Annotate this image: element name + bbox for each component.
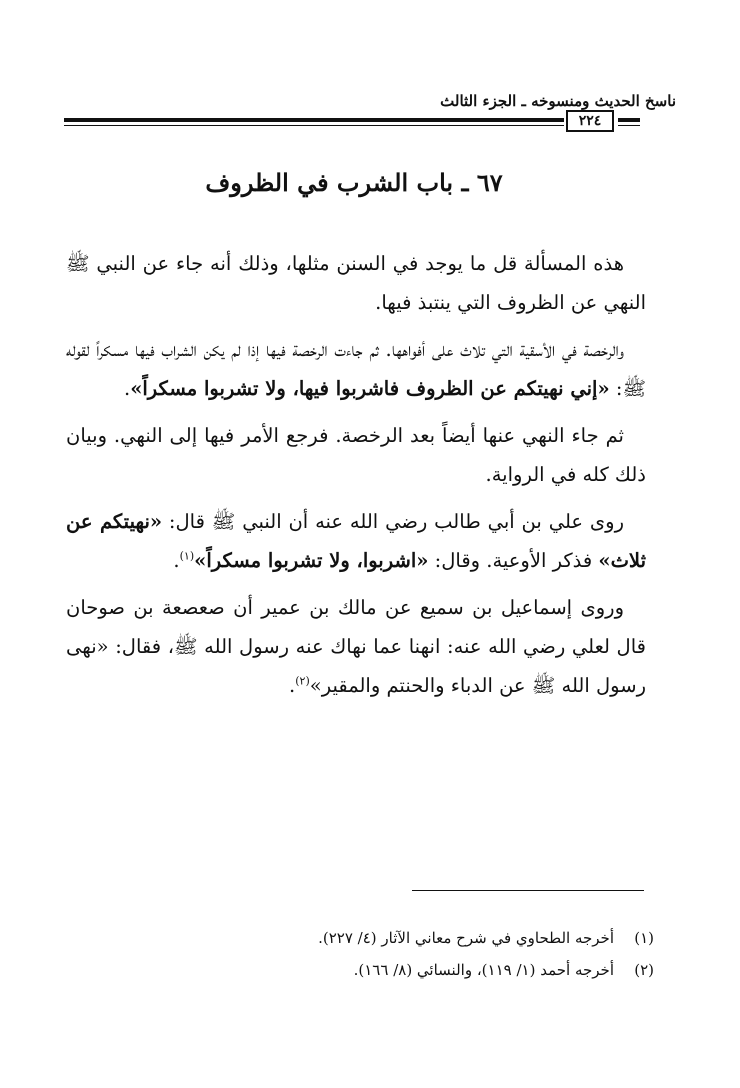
main-text bbox=[66, 244, 646, 713]
header-rule-thick bbox=[64, 118, 564, 122]
hadith-quote: «نهى رسول الله ﷺ عن الدباء والحنتم والمقير» bbox=[66, 635, 646, 697]
footnote-ref-2: (٢) bbox=[295, 674, 310, 688]
footnote-text: أخرجه أحمد (١/ ١١٩)، والنسائي (٨/ ١٦٦). bbox=[353, 961, 614, 979]
header-rule-right-thick bbox=[618, 118, 640, 122]
paragraph-3: ثم جاء النهي عنها أيضاً بعد الرخصة. فرجع الأمر فيها إلى النهي. وبيان ذلك كله في الرواية. bbox=[66, 424, 646, 486]
header-rule-right-thin bbox=[618, 125, 640, 126]
paragraph-2: والرخصة في الأسقية التي تلاث على أفواهها. ثم جاءت الرخصة فيها إذا لم يكن الشراب فيها مسكراً لقوله ﷺ: «إني نهيتكم عن الظروف فاشربوا فيها، ولا تشربوا مسكراً». bbox=[66, 338, 646, 400]
footnote-2 bbox=[66, 954, 654, 986]
footnote-text: أخرجه الطحاوي في شرح معاني الآثار (٤/ ٢٢٧). bbox=[318, 929, 614, 947]
page-number: ٢٢٤ bbox=[566, 110, 614, 132]
chapter-title: ٦٧ ـ باب الشرب في الظروف bbox=[205, 168, 503, 197]
footnote-separator bbox=[412, 890, 644, 891]
footnote-1 bbox=[66, 922, 654, 954]
hadith-quote: «اشربوا، ولا تشربوا مسكراً» bbox=[194, 549, 429, 572]
hadith-quote: «نهيتكم عن ثلاث» bbox=[66, 510, 646, 572]
footnote-number: (١) bbox=[634, 929, 654, 947]
paragraph-4: روى علي بن أبي طالب رضي الله عنه أن النبي ﷺ قال: «نهيتكم عن ثلاث» فذكر الأوعية. وقال: «اشربوا، ولا تشربوا مسكراً»$^{(١)}$. bbox=[66, 510, 646, 572]
hadith-quote: «إني نهيتكم عن الظروف فاشربوا فيها، ولا تشربوا مسكراً» bbox=[130, 377, 610, 400]
footnote-number: (٢) bbox=[634, 961, 654, 979]
header-rule-thin bbox=[64, 125, 564, 126]
footnotes bbox=[66, 922, 654, 986]
paragraph-5: وروى إسماعيل بن سميع عن مالك بن عمير أن صعصعة بن صوحان قال لعلي رضي الله عنه: انهنا عما نهاك عنه رسول الله ﷺ، فقال: «نهى رسول الله ﷺ عن الدباء والحنتم والمقير»$^{(٢)}$. bbox=[66, 596, 646, 697]
paragraph-1: هذه المسألة قل ما يوجد في السنن مثلها، وذلك أنه جاء عن النبي ﷺ النهي عن الظروف التي ينتبذ فيها. bbox=[66, 252, 646, 314]
book-title: ناسخ الحديث ومنسوخه ـ الجزء الثالث bbox=[440, 92, 676, 110]
footnote-ref-1: (١) bbox=[179, 549, 195, 563]
